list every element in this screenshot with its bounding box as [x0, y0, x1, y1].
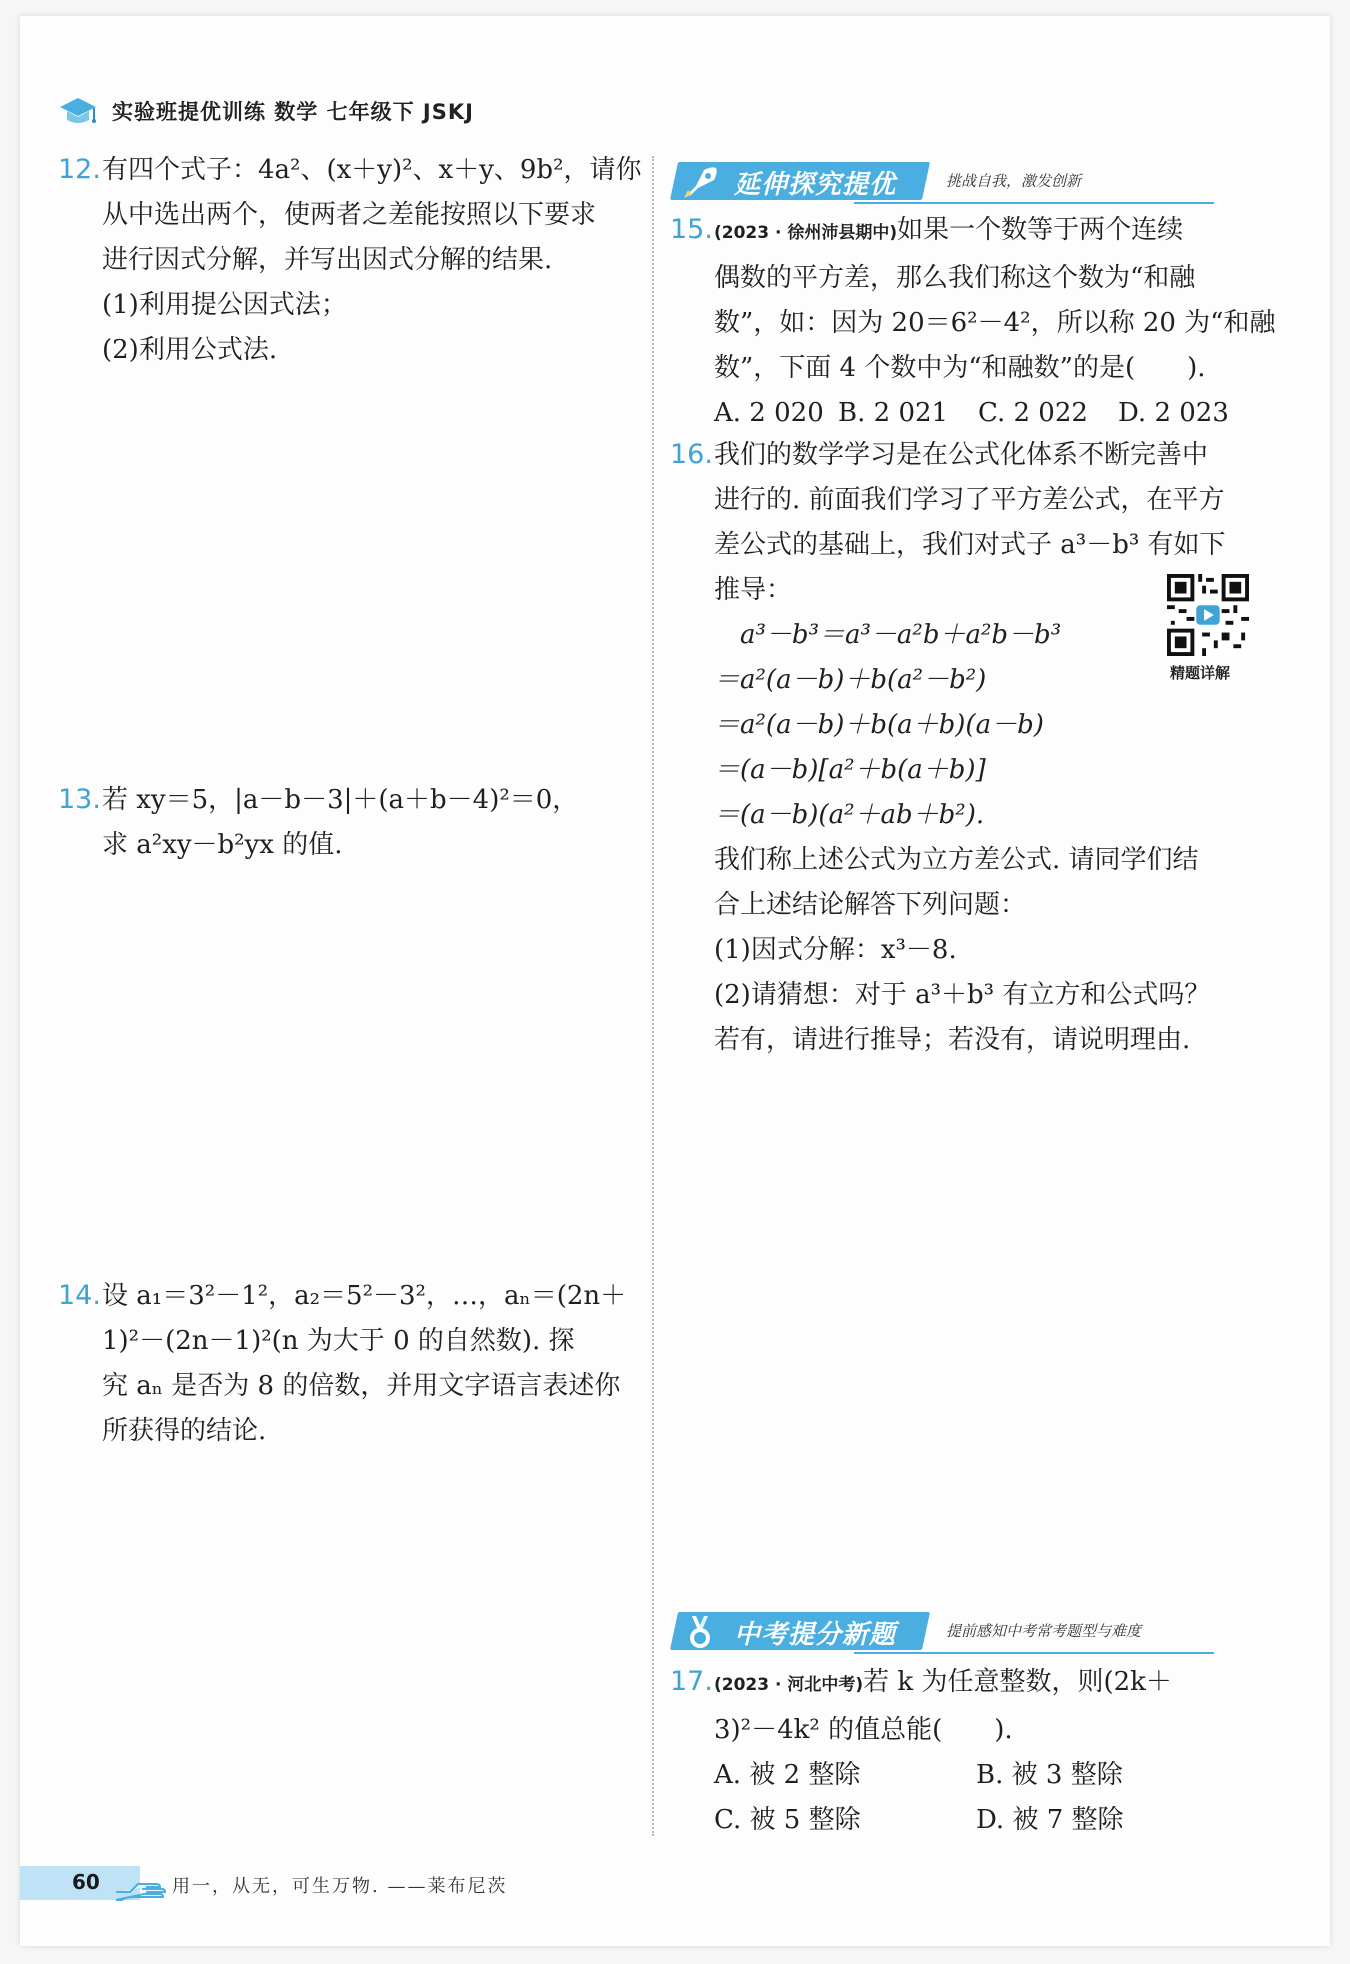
question-line: 若 xy＝5，|a－b－3|＋(a＋b－4)²＝0，: [102, 785, 579, 815]
option-c: C. 被 5 整除: [714, 1805, 861, 1835]
question-line: 若 k 为任意整数，则(2k＋: [863, 1667, 1172, 1697]
answer-options: [714, 391, 1254, 436]
question-17: [714, 1660, 1254, 1843]
page-footer: [20, 1862, 620, 1906]
question-line: (2)利用公式法.: [102, 335, 278, 365]
question-source: (2023 · 河北中考): [714, 1675, 864, 1695]
question-line: 3)²－4k² 的值总能( ).: [714, 1715, 1013, 1745]
section-banner-exam: [674, 1608, 1214, 1656]
question-number: 14.: [58, 1280, 101, 1311]
question-number: 13.: [58, 784, 101, 815]
book-title: 实验班提优训练 数学 七年级下 JSKJ: [112, 100, 474, 124]
option-a: A. 2 020: [714, 398, 824, 428]
question-line: 推导：: [714, 575, 793, 605]
question-15: [714, 208, 1276, 436]
option-a: A. 被 2 整除: [714, 1760, 861, 1790]
question-line: 合上述结论解答下列问题：: [714, 890, 1027, 920]
question-line: 进行因式分解，并写出因式分解的结果.: [102, 245, 553, 275]
question-number: 12.: [58, 154, 101, 185]
question-13: [102, 778, 642, 868]
option-c: C. 2 022: [978, 398, 1088, 428]
banner-subtitle: 提前感知中考常考题型与难度: [946, 1622, 1142, 1640]
option-d: D. 被 7 整除: [976, 1805, 1124, 1835]
footer-quote: 用一，从无，可生万物. ——莱布尼茨: [172, 1876, 508, 1897]
question-line: 我们称上述公式为立方差公式. 请同学们结: [714, 845, 1199, 875]
question-source: (2023 · 徐州沛县期中): [714, 223, 898, 243]
column-divider: [652, 156, 654, 1836]
graduation-cap-icon: [58, 94, 98, 128]
question-line: (1)因式分解：x³－8.: [714, 935, 957, 965]
banner-title: 延伸探究提优: [734, 170, 897, 200]
question-line: 有四个式子：4a²、(x＋y)²、x＋y、9b²，请你: [102, 155, 642, 185]
question-line: 所获得的结论.: [102, 1416, 267, 1446]
qr-code-icon[interactable]: [1167, 574, 1249, 656]
hand-icon: [112, 1862, 172, 1904]
derivation-line: ＝(a－b)(a²＋ab＋b²).: [714, 800, 985, 830]
answer-options: [714, 1753, 1254, 1798]
question-number: 16.: [670, 439, 713, 470]
banner-title: 中考提分新题: [734, 1620, 897, 1650]
question-line: 偶数的平方差，那么我们称这个数为“和融: [714, 263, 1196, 293]
section-banner-extend: [674, 158, 1214, 206]
question-line: (1)利用提公因式法；: [102, 290, 347, 320]
banner-subtitle: 挑战自我，激发创新: [946, 172, 1082, 190]
answer-options: [714, 1798, 1254, 1843]
question-line: 进行的. 前面我们学习了平方差公式，在平方: [714, 485, 1225, 515]
question-line: 我们的数学学习是在公式化体系不断完善中: [714, 440, 1209, 470]
derivation-line: a³－b³＝a³－a²b＋a²b－b³: [740, 620, 1062, 650]
question-line: 从中选出两个，使两者之差能按照以下要求: [102, 200, 597, 230]
qr-label: 精题详解: [1170, 664, 1231, 682]
question-line: 若有，请进行推导；若没有，请说明理由.: [714, 1025, 1191, 1055]
question-14: [102, 1274, 642, 1454]
question-line: 求 a²xy－b²yx 的值.: [102, 830, 343, 860]
option-b: B. 被 3 整除: [976, 1760, 1123, 1790]
question-number: 17.: [670, 1666, 713, 1697]
question-line: 究 aₙ 是否为 8 的倍数，并用文字语言表述你: [102, 1371, 621, 1401]
question-16: [714, 433, 1254, 1063]
question-line: 数”，下面 4 个数中为“和融数”的是( ).: [714, 353, 1206, 383]
question-line: 设 a₁＝3²－1²，a₂＝5²－3²，…，aₙ＝(2n＋: [102, 1281, 627, 1311]
rocket-icon: [682, 164, 722, 200]
question-line: 1)²－(2n－1)²(n 为大于 0 的自然数). 探: [102, 1326, 575, 1356]
option-b: B. 2 021: [838, 398, 949, 428]
page-number: 60: [72, 1870, 100, 1894]
derivation-line: ＝a²(a－b)＋b(a²－b²): [714, 665, 987, 695]
question-line: 差公式的基础上，我们对式子 a³－b³ 有如下: [714, 530, 1226, 560]
question-12: [102, 148, 642, 373]
option-d: D. 2 023: [1118, 398, 1229, 428]
question-line: (2)请猜想：对于 a³＋b³ 有立方和公式吗？: [714, 980, 1211, 1010]
derivation-line: ＝(a－b)[a²＋b(a＋b)]: [714, 755, 986, 785]
derivation-line: ＝a²(a－b)＋b(a＋b)(a－b): [714, 710, 1044, 740]
question-number: 15.: [670, 214, 713, 245]
medal-icon: [682, 1614, 718, 1652]
question-line: 如果一个数等于两个连续: [897, 215, 1184, 245]
page-header: [58, 94, 474, 128]
question-line: 数”，如：因为 20＝6²－4²，所以称 20 为“和融: [714, 308, 1276, 338]
